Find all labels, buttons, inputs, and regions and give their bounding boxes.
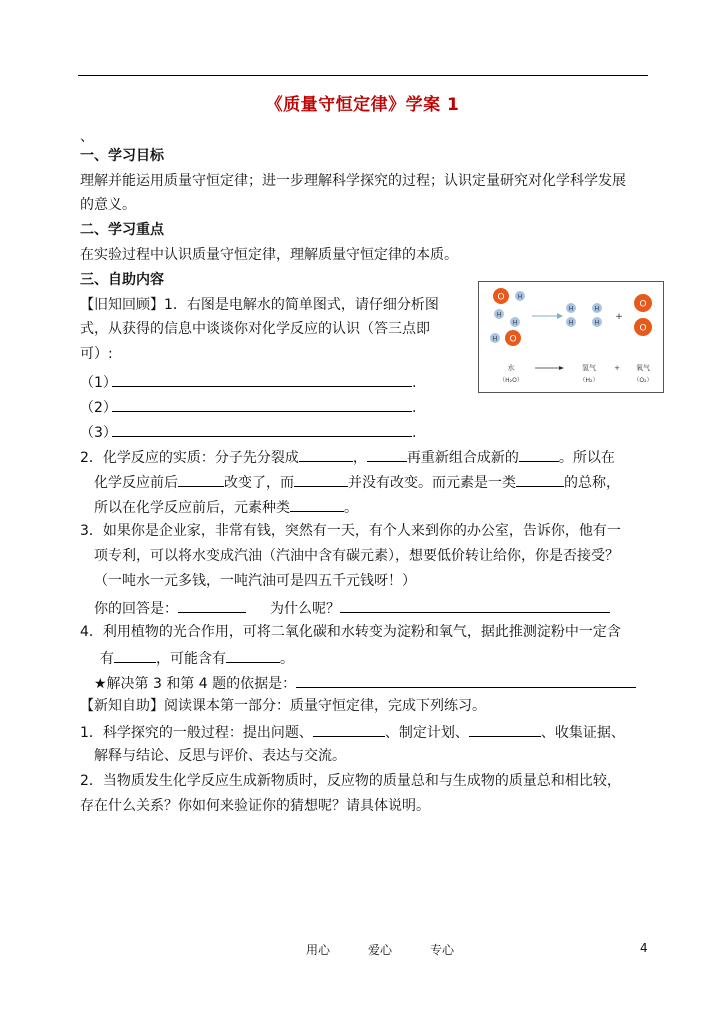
footer-slogan [306, 941, 492, 958]
q2-blank-2[interactable] [367, 447, 407, 462]
label-plus: + [614, 364, 620, 372]
header-rule [78, 75, 648, 76]
q4-text: ，可能含有 [156, 651, 226, 667]
answer-number-2: （2） [80, 400, 117, 416]
atom-label: O [497, 292, 505, 303]
q2-text: 2．化学反应的实质：分子先分裂成 [80, 450, 299, 466]
section1-heading: 一、学习目标 [80, 148, 164, 164]
atom-label: H [496, 311, 502, 319]
section1-text-2: 的意义。 [80, 197, 136, 213]
page-number: 4 [640, 941, 648, 955]
page-title: 《质量守恒定律》学案 1 [265, 95, 460, 115]
atom-label: H [512, 319, 518, 327]
svg-text:O: O [639, 323, 647, 334]
footer-word-2: 爱心 [368, 943, 393, 957]
atom-label: H [492, 335, 498, 343]
basis-blank[interactable] [296, 673, 636, 688]
q2-text: 化学反应前后 [94, 475, 178, 491]
label-arrow-head [559, 366, 564, 370]
n1-blank-1[interactable] [313, 722, 385, 737]
q2-blank-3[interactable] [519, 447, 559, 462]
svg-text:H: H [568, 319, 574, 327]
n1-line-1 [80, 722, 625, 742]
section2-text: 在实验过程中认识质量守恒定律，理解质量守恒定律的本质。 [80, 247, 458, 263]
q4-line-2 [100, 648, 294, 668]
hydrogen-molecules [566, 303, 602, 327]
q2-blank-4[interactable] [178, 472, 224, 487]
answer-period-2: . [412, 400, 417, 416]
oxygen-molecule [634, 294, 652, 336]
atom-label: H [517, 293, 523, 301]
q2-blank-7[interactable] [290, 497, 344, 512]
n1-text: 1．科学探究的一般过程：提出问题、 [80, 725, 313, 741]
footer-word-1: 用心 [306, 943, 331, 957]
q3-answer-blank[interactable] [178, 598, 246, 613]
q4-blank-1[interactable] [114, 648, 156, 663]
q3-line-2: 项专利，可以将水变成汽油（汽油中含有碳元素），想要低价转让给你，你是否接受？ [94, 548, 619, 564]
svg-text:H: H [594, 319, 600, 327]
q2-line-1 [80, 447, 615, 467]
q2-blank-5[interactable] [294, 472, 348, 487]
water-formula: （H₂O） [499, 377, 523, 384]
answer-period-1: . [412, 375, 417, 391]
footer-word-3: 专心 [430, 943, 455, 957]
n1-text: 、收集证据、 [540, 725, 625, 741]
oxygen-label: 氧气 [636, 364, 650, 372]
answer-row-3 [80, 422, 416, 442]
basis-label: ★解决第 3 和第 4 题的依据是： [94, 676, 297, 692]
answer-number-3: （3） [80, 425, 117, 441]
water-molecule-2 [490, 317, 521, 346]
n1-text: 、制定计划、 [384, 725, 469, 741]
q2-text: 的总称， [564, 475, 620, 491]
basis-row [94, 673, 636, 693]
q4-text: 。 [280, 651, 294, 667]
electrolysis-svg [479, 282, 663, 392]
q2-text: ， [352, 450, 367, 466]
hydrogen-formula: （H₂） [579, 377, 599, 384]
q4-line-1: 4．利用植物的光合作用，可将二氧化碳和水转变为淀粉和氧气，据此推测淀粉中一定含 [80, 624, 621, 640]
q3-answer-row [94, 598, 610, 618]
oxygen-formula: （O₂） [633, 377, 653, 384]
hydrogen-label: 氢气 [582, 364, 596, 372]
review-line-3: 可）: [80, 346, 113, 362]
q2-text: 所以在化学反应前后，元素种类 [94, 500, 290, 516]
q3-why-label: 为什么呢？ [270, 601, 340, 617]
answer-row-2 [80, 397, 416, 417]
answer-period-3: . [412, 425, 417, 441]
n1-line-2: 解释与结论、反思与评价、表达与交流。 [94, 748, 346, 764]
water-molecule-1 [493, 288, 525, 319]
section1-text-1: 理解并能运用质量守恒定律；进一步理解科学探究的过程；认识定量研究对化学科学发展 [80, 173, 626, 189]
q3-line-3: （一吨水一元多钱，一吨汽油可是四五千元钱呀！） [94, 573, 416, 589]
answer-number-1: （1） [80, 375, 117, 391]
new-knowledge-heading: 【新知自助】阅读课本第一部分：质量守恒定律，完成下列练习。 [80, 698, 486, 714]
q2-text: 改变了，而 [224, 475, 294, 491]
q2-line-2 [94, 472, 620, 492]
n2-line-1: 2．当物质发生化学反应生成新物质时，反应物的质量总和与生成物的质量总和相比较， [80, 773, 621, 789]
q2-text: 再重新组合成新的 [406, 450, 519, 466]
q2-blank-1[interactable] [299, 447, 353, 462]
q2-text: 。 [344, 500, 358, 516]
water-label: 水 [507, 364, 515, 372]
q3-why-blank[interactable] [340, 598, 610, 613]
q4-blank-2[interactable] [226, 648, 280, 663]
svg-text:H: H [568, 305, 574, 313]
review-line-1: 【旧知回顾】1．右图是电解水的简单图式，请仔细分析图 [80, 297, 439, 313]
n2-line-2: 存在什么关系？你如何来验证你的猜想呢？请具体说明。 [80, 798, 430, 814]
q2-line-3 [94, 497, 358, 517]
electrolysis-diagram [478, 281, 664, 393]
section3-heading: 三、自助内容 [80, 272, 164, 288]
q3-answer-label: 你的回答是： [94, 601, 178, 617]
answer-blank-1[interactable] [112, 372, 412, 387]
atom-label: O [509, 334, 517, 345]
q3-line-1: 3．如果你是企业家，非常有钱，突然有一天，有个人来到你的办公室，告诉你，他有一 [80, 523, 621, 539]
stray-mark: 、 [80, 129, 94, 145]
q2-text: 并没有改变。而元素是一类 [348, 475, 516, 491]
svg-text:H: H [594, 305, 600, 313]
review-line-2: 式，从获得的信息中谈谈你对化学反应的认识（答三点即 [80, 321, 430, 337]
plus-sign: + [615, 312, 623, 322]
answer-row-1 [80, 372, 416, 392]
answer-blank-3[interactable] [112, 422, 412, 437]
reaction-arrow-head [557, 313, 563, 319]
q2-blank-6[interactable] [516, 472, 564, 487]
n1-blank-2[interactable] [469, 722, 541, 737]
q2-text: 。所以在 [558, 450, 615, 466]
answer-blank-2[interactable] [112, 397, 412, 412]
section2-heading: 二、学习重点 [80, 222, 164, 238]
q4-text: 有 [100, 651, 114, 667]
svg-text:O: O [639, 299, 647, 310]
